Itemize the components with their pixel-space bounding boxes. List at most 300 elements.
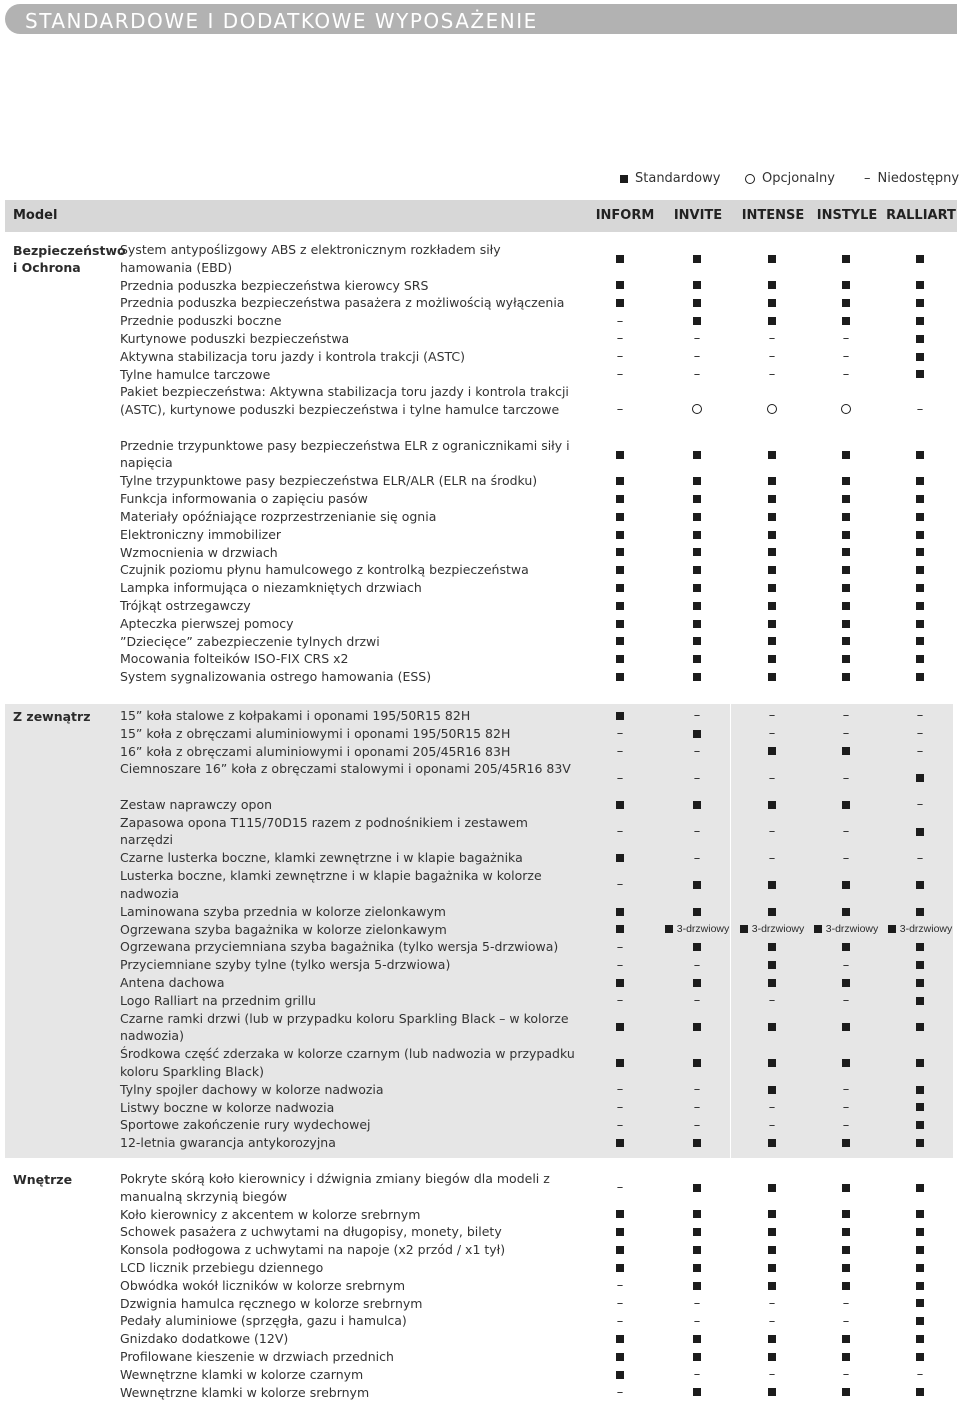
standard-icon	[842, 943, 850, 951]
availability-cell	[809, 1259, 883, 1277]
table-row	[5, 597, 957, 615]
availability-cell	[583, 1312, 657, 1330]
availability-cell	[660, 743, 734, 761]
standard-icon	[842, 1184, 850, 1192]
table-row	[5, 348, 957, 366]
availability-cell	[583, 867, 657, 903]
availability-cell	[660, 615, 734, 633]
column-header: INFORM	[595, 208, 655, 223]
standard-icon	[616, 1335, 624, 1343]
availability-cell	[583, 437, 657, 473]
standard-icon	[916, 673, 924, 681]
availability-cell	[809, 561, 883, 579]
table-row	[5, 615, 957, 633]
availability-cell	[660, 1259, 734, 1277]
availability-cell	[883, 241, 957, 277]
standard-icon	[693, 451, 701, 459]
availability-cell	[809, 294, 883, 312]
standard-icon	[916, 531, 924, 539]
availability-cell	[883, 650, 957, 668]
availability-cell	[883, 867, 957, 903]
unavailable-icon: –	[768, 1295, 776, 1311]
availability-cell	[660, 707, 734, 725]
standard-icon	[916, 1335, 924, 1343]
availability-cell	[583, 1241, 657, 1259]
unavailable-icon: –	[768, 349, 776, 365]
unavailable-icon: –	[842, 708, 850, 724]
standard-icon	[768, 584, 776, 592]
standard-icon	[916, 513, 924, 521]
availability-cell	[735, 1116, 809, 1134]
table-row	[5, 277, 957, 295]
availability-cell	[883, 383, 957, 434]
availability-cell	[660, 1241, 734, 1259]
unavailable-icon: –	[842, 957, 850, 973]
unavailable-icon: –	[616, 877, 624, 893]
availability-cell	[809, 903, 883, 921]
unavailable-icon: –	[616, 366, 624, 382]
availability-cell	[735, 330, 809, 348]
availability-cell	[809, 348, 883, 366]
feature-label: Mocowania folteików ISO-FIX CRS x2	[120, 651, 349, 667]
availability-cell	[809, 796, 883, 814]
availability-cell	[883, 615, 957, 633]
standard-icon	[916, 584, 924, 592]
availability-cell	[809, 312, 883, 330]
standard-icon	[693, 655, 701, 663]
availability-cell	[883, 1010, 957, 1046]
availability-cell	[809, 650, 883, 668]
standard-icon	[616, 602, 624, 610]
availability-cell	[735, 1241, 809, 1259]
standard-icon	[916, 1139, 924, 1147]
feature-label: Trójkąt ostrzegawczy	[120, 598, 251, 613]
table-row	[5, 561, 957, 579]
legend-standard	[620, 171, 720, 186]
availability-cell	[660, 956, 734, 974]
availability-cell	[809, 814, 883, 850]
standard-icon	[616, 548, 624, 556]
feature-label: Listwy boczne w kolorze nadwozia	[120, 1099, 335, 1115]
title-bar	[5, 4, 957, 34]
standard-icon	[693, 1184, 701, 1192]
standard-icon	[842, 1023, 850, 1031]
standard-icon	[693, 513, 701, 521]
availability-cell	[809, 277, 883, 295]
unavailable-icon: –	[693, 1082, 701, 1098]
table-row	[5, 668, 957, 686]
feature-label: Funkcja informowania o zapięciu pasów	[120, 491, 368, 507]
standard-icon	[916, 1228, 924, 1236]
availability-cell	[660, 1312, 734, 1330]
standard-icon	[842, 1282, 850, 1290]
standard-icon	[916, 620, 924, 628]
availability-cell	[809, 472, 883, 490]
standard-icon	[842, 620, 850, 628]
availability-cell	[809, 921, 883, 939]
unavailable-icon: –	[842, 824, 850, 840]
availability-cell	[583, 1223, 657, 1241]
availability-cell	[883, 1241, 957, 1259]
section-category: Bezpieczeństwo i Ochrona	[13, 243, 126, 275]
standard-icon	[842, 495, 850, 503]
standard-icon	[916, 451, 924, 459]
table-row	[5, 814, 957, 850]
column-header: RALLIART	[886, 208, 956, 223]
standard-icon	[768, 637, 776, 645]
table-row	[5, 1277, 957, 1295]
standard-icon	[768, 801, 776, 809]
availability-cell	[735, 597, 809, 615]
feature-label: Przednia poduszka bezpieczeństwa kierowcy SRS	[120, 277, 429, 293]
unavailable-icon: –	[616, 1384, 624, 1400]
standard-icon	[616, 1353, 624, 1361]
unavailable-icon: –	[842, 1295, 850, 1311]
availability-cell	[660, 668, 734, 686]
feature-label: Przednie trzypunktowe pasy bezpieczeństwa ELR z ogranicznikami siły i napięcia	[120, 437, 570, 471]
availability-cell	[883, 1259, 957, 1277]
availability-cell	[883, 921, 957, 939]
standard-icon	[768, 1210, 776, 1218]
table-row	[5, 1116, 957, 1134]
unavailable-icon: –	[842, 993, 850, 1009]
standard-icon	[616, 637, 624, 645]
standard-icon	[842, 1210, 850, 1218]
availability-cell	[583, 956, 657, 974]
standard-icon	[842, 881, 850, 889]
availability-cell	[735, 725, 809, 743]
unavailable-icon: –	[616, 331, 624, 347]
availability-cell	[735, 277, 809, 295]
standard-icon	[916, 881, 924, 889]
unavailable-icon: –	[842, 331, 850, 347]
feature-label: Pedały aluminiowe (sprzęgła, gazu i hamulca)	[120, 1313, 407, 1329]
standard-icon	[693, 548, 701, 556]
standard-icon	[768, 1184, 776, 1192]
unavailable-icon: –	[693, 349, 701, 365]
unavailable-icon: –	[693, 957, 701, 973]
feature-label: Wewnętrzne klamki w kolorze srebrnym	[120, 1384, 370, 1400]
availability-cell	[883, 294, 957, 312]
standard-icon	[616, 979, 624, 987]
availability-cell	[883, 1206, 957, 1224]
unavailable-icon: –	[693, 824, 701, 840]
standard-icon	[616, 1371, 624, 1379]
standard-icon	[693, 1246, 701, 1254]
standard-icon	[616, 495, 624, 503]
availability-cell	[660, 312, 734, 330]
unavailable-icon: –	[693, 331, 701, 347]
availability-cell	[660, 725, 734, 743]
availability-cell	[735, 992, 809, 1010]
standard-icon	[916, 255, 924, 263]
standard-icon	[842, 1335, 850, 1343]
unavailable-icon: –	[768, 1099, 776, 1115]
standard-icon	[740, 925, 748, 933]
availability-cell	[660, 650, 734, 668]
standard-icon	[693, 255, 701, 263]
standard-icon	[616, 620, 624, 628]
standard-icon	[916, 1121, 924, 1129]
availability-cell	[809, 1010, 883, 1046]
standard-icon	[916, 828, 924, 836]
availability-cell	[883, 526, 957, 544]
table-row	[5, 1045, 957, 1081]
standard-icon	[842, 1139, 850, 1147]
availability-cell	[660, 1045, 734, 1081]
availability-cell	[660, 867, 734, 903]
availability-cell	[809, 579, 883, 597]
availability-cell	[583, 1277, 657, 1295]
standard-icon	[616, 908, 624, 916]
standard-icon	[693, 495, 701, 503]
standard-icon	[842, 299, 850, 307]
section-category: Z zewnątrz	[13, 709, 91, 724]
availability-cell	[660, 814, 734, 850]
availability-cell	[883, 330, 957, 348]
optional-icon	[692, 404, 702, 414]
availability-cell	[883, 1312, 957, 1330]
availability-cell	[735, 938, 809, 956]
availability-cell	[660, 561, 734, 579]
availability-cell	[660, 1170, 734, 1206]
availability-cell	[883, 633, 957, 651]
availability-cell	[883, 1330, 957, 1348]
availability-cell	[883, 597, 957, 615]
feature-label: Obwódka wokół liczników w kolorze srebrnym	[120, 1277, 406, 1293]
availability-cell	[660, 508, 734, 526]
availability-cell	[660, 938, 734, 956]
standard-icon	[916, 1184, 924, 1192]
table-row	[5, 867, 957, 903]
table-row	[5, 508, 957, 526]
table-row	[5, 760, 957, 796]
standard-icon	[916, 1317, 924, 1325]
availability-cell	[809, 490, 883, 508]
unavailable-icon: –	[693, 1099, 701, 1115]
standard-icon	[768, 1059, 776, 1067]
standard-icon	[768, 655, 776, 663]
feature-label: Aktywna stabilizacja toru jazdy i kontrola trakcji (ASTC)	[120, 348, 466, 364]
feature-label: Tylne trzypunktowe pasy bezpieczeństwa ELR/ALR (ELR na środku)	[120, 473, 538, 489]
feature-label: 12-letnia gwarancja antykorozyjna	[120, 1135, 336, 1151]
unavailable-icon: –	[916, 797, 924, 813]
unavailable-icon: –	[768, 824, 776, 840]
availability-cell	[735, 1223, 809, 1241]
unavailable-icon: –	[916, 850, 924, 866]
standard-icon	[916, 548, 924, 556]
availability-cell	[809, 725, 883, 743]
standard-icon	[616, 584, 624, 592]
availability-cell	[735, 1170, 809, 1206]
availability-cell	[883, 1366, 957, 1384]
table-row	[5, 294, 957, 312]
unavailable-icon: –	[693, 1313, 701, 1329]
feature-label: Ciemnoszare 16” koła z obręczami stalowymi i oponami 205/45R16 83V	[120, 761, 571, 777]
unavailable-icon: –	[616, 993, 624, 1009]
feature-label: Schowek pasażera z uchwytami na długopisy, monety, bilety	[120, 1224, 502, 1240]
unavailable-icon: –	[768, 366, 776, 382]
model-header: Model	[13, 208, 58, 223]
table-row	[5, 526, 957, 544]
availability-cell	[583, 561, 657, 579]
unavailable-icon: –	[916, 743, 924, 759]
availability-cell	[883, 956, 957, 974]
standard-icon	[768, 495, 776, 503]
standard-icon	[693, 1353, 701, 1361]
availability-cell	[735, 974, 809, 992]
table-row	[5, 921, 957, 939]
feature-label: Czarne ramki drzwi (lub w przypadku koloru Sparkling Black – w kolorze nadwozia)	[120, 1010, 569, 1044]
availability-cell	[809, 383, 883, 434]
standard-icon	[693, 881, 701, 889]
availability-cell	[735, 348, 809, 366]
legend	[0, 171, 960, 189]
standard-icon	[842, 673, 850, 681]
unavailable-icon: –	[842, 366, 850, 382]
standard-icon	[693, 477, 701, 485]
availability-cell	[735, 472, 809, 490]
availability-cell	[809, 1366, 883, 1384]
standard-icon	[842, 548, 850, 556]
standard-icon	[842, 908, 850, 916]
availability-cell	[660, 277, 734, 295]
standard-icon	[842, 1264, 850, 1272]
standard-icon	[842, 531, 850, 539]
legend-optional-label: Opcjonalny	[762, 171, 835, 186]
standard-icon	[842, 477, 850, 485]
standard-icon	[768, 673, 776, 681]
standard-icon	[616, 1264, 624, 1272]
availability-cell	[809, 956, 883, 974]
availability-cell	[883, 1384, 957, 1402]
standard-icon	[768, 602, 776, 610]
standard-icon	[916, 566, 924, 574]
standard-icon	[768, 477, 776, 485]
availability-cell	[883, 1223, 957, 1241]
availability-cell	[809, 544, 883, 562]
table-row	[5, 1384, 957, 1402]
unavailable-icon: –	[842, 349, 850, 365]
feature-label: Elektroniczny immobilizer	[120, 526, 282, 542]
standard-icon	[916, 299, 924, 307]
standard-icon	[768, 1264, 776, 1272]
standard-icon	[693, 299, 701, 307]
availability-cell	[660, 490, 734, 508]
availability-cell	[583, 974, 657, 992]
standard-icon	[616, 655, 624, 663]
unavailable-icon: –	[693, 770, 701, 786]
table-row	[5, 1259, 957, 1277]
availability-cell	[660, 1384, 734, 1402]
standard-icon	[665, 925, 673, 933]
availability-cell	[583, 312, 657, 330]
standard-icon	[916, 943, 924, 951]
standard-icon	[916, 997, 924, 1005]
standard-icon	[842, 979, 850, 987]
availability-cell	[583, 472, 657, 490]
availability-cell	[583, 294, 657, 312]
availability-cell	[809, 668, 883, 686]
standard-icon	[768, 451, 776, 459]
feature-label: Pokryte skórą koło kierownicy i dźwignia zmiany biegów dla modeli z manualną skrzynią biegów	[120, 1171, 550, 1204]
standard-icon	[768, 299, 776, 307]
standard-icon	[842, 655, 850, 663]
availability-cell	[883, 992, 957, 1010]
standard-icon	[768, 255, 776, 263]
standard-icon	[916, 602, 924, 610]
standard-icon	[768, 513, 776, 521]
standard-icon	[693, 1264, 701, 1272]
availability-cell	[735, 903, 809, 921]
standard-icon	[768, 281, 776, 289]
standard-icon	[693, 317, 701, 325]
unavailable-icon: –	[693, 993, 701, 1009]
feature-label: Gnizdako dodatkowe (12V)	[120, 1331, 289, 1347]
availability-cell	[735, 650, 809, 668]
table-row	[5, 330, 957, 348]
availability-cell	[660, 1099, 734, 1117]
feature-label: Wewnętrzne klamki w kolorze czarnym	[120, 1366, 364, 1382]
feature-label: Dzwignia hamulca ręcznego w kolorze srebrnym	[120, 1295, 423, 1311]
table-row	[5, 1330, 957, 1348]
availability-cell	[660, 1223, 734, 1241]
availability-cell	[735, 1099, 809, 1117]
table-row	[5, 650, 957, 668]
table-row	[5, 956, 957, 974]
optional-icon	[841, 404, 851, 414]
availability-cell	[735, 796, 809, 814]
standard-icon	[768, 1086, 776, 1094]
feature-label: ”Dziecięce” zabezpieczenie tylnych drzwi	[120, 633, 380, 649]
availability-cell	[583, 330, 657, 348]
availability-cell	[660, 1134, 734, 1152]
availability-cell	[735, 615, 809, 633]
standard-icon	[916, 1353, 924, 1361]
availability-cell	[660, 1116, 734, 1134]
standard-icon	[768, 943, 776, 951]
unavailable-icon: –	[916, 708, 924, 724]
availability-cell	[735, 743, 809, 761]
availability-cell	[809, 1099, 883, 1117]
standard-icon	[916, 655, 924, 663]
standard-icon	[842, 637, 850, 645]
availability-cell	[735, 561, 809, 579]
standard-icon	[768, 531, 776, 539]
standard-icon	[693, 1228, 701, 1236]
feature-label: Profilowane kieszenie w drzwiach przednich	[120, 1349, 394, 1364]
feature-label: Antena dachowa	[120, 975, 225, 990]
standard-icon	[916, 317, 924, 325]
availability-cell	[883, 277, 957, 295]
unavailable-icon: –	[616, 957, 624, 973]
unavailable-icon: –	[693, 1117, 701, 1133]
standard-icon	[616, 925, 624, 933]
table-row	[5, 796, 957, 814]
availability-cell	[883, 903, 957, 921]
availability-cell	[583, 1116, 657, 1134]
optional-icon	[767, 404, 777, 414]
feature-label: Czarne lusterka boczne, klamki zewnętrzne i w klapie bagażnika	[120, 850, 523, 866]
feature-label: Pakiet bezpieczeństwa: Aktywna stabilizacja toru jazdy i kontrola trakcji (ASTC), kurtynowe poduszki bezpieczeństwa i tylne hamulce tarczowe	[120, 384, 569, 417]
standard-icon	[616, 1210, 624, 1218]
availability-cell	[583, 597, 657, 615]
table-header	[5, 200, 957, 232]
standard-icon	[693, 943, 701, 951]
availability-cell	[583, 1259, 657, 1277]
standard-icon	[842, 1353, 850, 1361]
standard-icon	[768, 1023, 776, 1031]
